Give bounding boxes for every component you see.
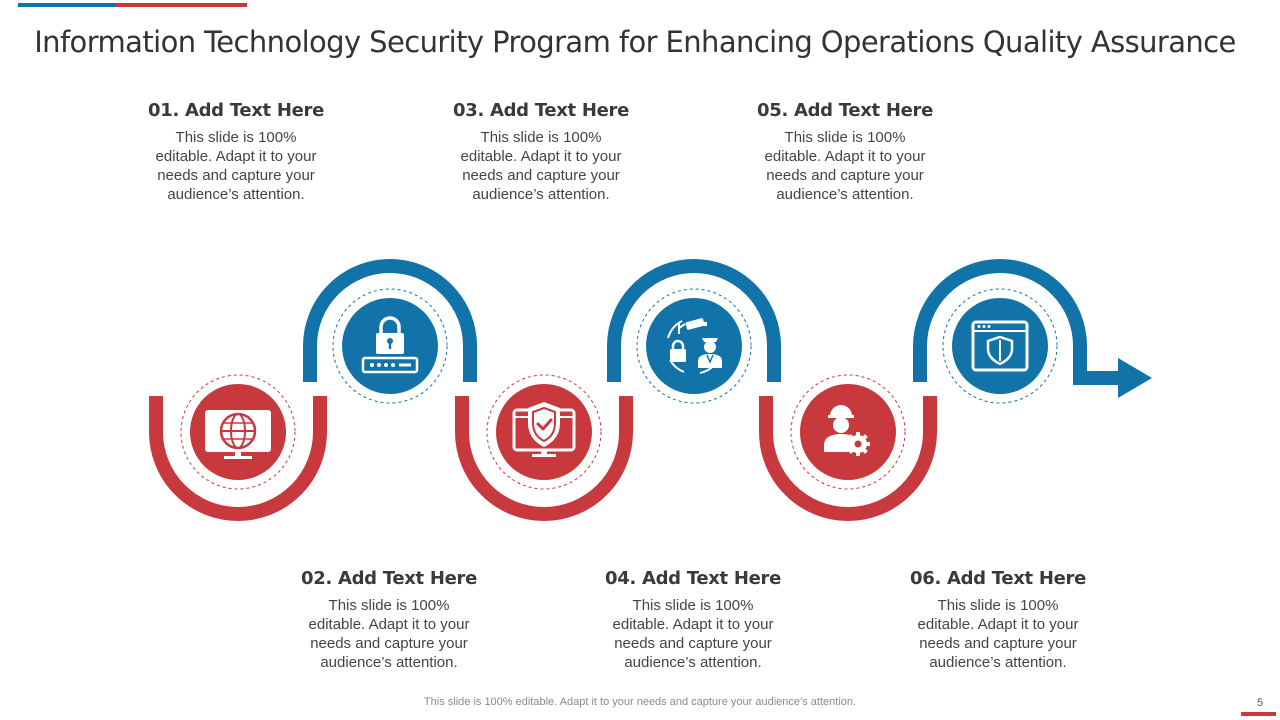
step-body-5: This slide is 100% editable. Adapt it to your needs and capture your audience’s attention. <box>764 129 926 203</box>
page-number: 5 <box>1256 697 1264 709</box>
step-heading-3: 03. Add Text Here <box>453 100 629 121</box>
footer-note: This slide is 100% editable. Adapt it to your needs and capture your audience’s attention. <box>423 696 857 708</box>
step-body-1: This slide is 100% editable. Adapt it to your needs and capture your audience’s attention. <box>155 129 317 203</box>
step-body-6: This slide is 100% editable. Adapt it to your needs and capture your audience’s attention. <box>917 597 1079 671</box>
step-text-1 <box>136 100 336 204</box>
step-body-2: This slide is 100% editable. Adapt it to your needs and capture your audience’s attention. <box>308 597 470 671</box>
globe-monitor-icon <box>205 410 271 459</box>
step-body-4: This slide is 100% editable. Adapt it to your needs and capture your audience’s attention. <box>612 597 774 671</box>
step-body-3: This slide is 100% editable. Adapt it to your needs and capture your audience’s attention. <box>460 129 622 203</box>
step-circle-5 <box>800 384 896 480</box>
step-text-5 <box>745 100 945 204</box>
arrow-head <box>1118 358 1152 398</box>
step-text-3 <box>441 100 641 204</box>
step-heading-4: 04. Add Text Here <box>605 568 781 589</box>
slide-title: Information Technology Security Program for Enhancing Operations Quality Assurance <box>34 25 1236 59</box>
step-heading-1: 01. Add Text Here <box>148 100 324 121</box>
page-number-bar <box>1241 712 1276 716</box>
step-heading-2: 02. Add Text Here <box>301 568 477 589</box>
step-text-6 <box>898 568 1098 672</box>
step-text-2 <box>289 568 489 672</box>
step-heading-6: 06. Add Text Here <box>910 568 1086 589</box>
step-circle-4 <box>646 298 742 394</box>
step-heading-5: 05. Add Text Here <box>757 100 933 121</box>
step-text-4 <box>593 568 793 672</box>
